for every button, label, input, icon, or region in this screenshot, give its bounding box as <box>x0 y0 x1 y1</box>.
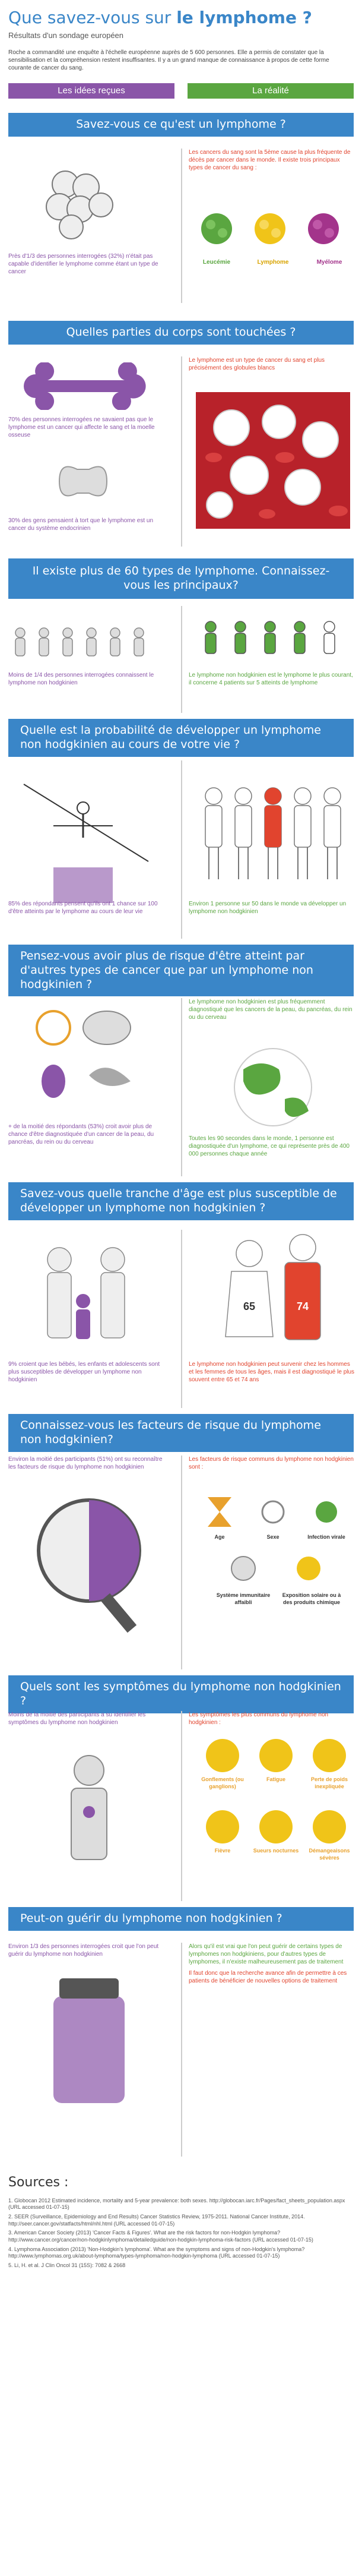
virus-icon <box>316 1501 337 1523</box>
type-lymphome: Lymphome <box>257 259 289 266</box>
title-pre: Que savez-vous sur <box>8 8 177 27</box>
symptom-itching: Démangeaisons sévères <box>309 1848 350 1861</box>
divider <box>181 1456 182 1669</box>
factor-age: Age <box>214 1534 225 1540</box>
q2-left-text-2: 30% des gens pensaient à tort que le lymphome est un cancer du système endocrinien <box>8 517 154 532</box>
type-myelome: Myélome <box>316 259 342 266</box>
blood-cells-illustration <box>196 392 350 529</box>
divider <box>181 998 182 1176</box>
q6-title-bar: Savez-vous quelle tranche d'âge est plus susceptible de développer un lymphome non hodgkinien ? <box>8 1182 354 1220</box>
people-group-green <box>196 618 350 659</box>
symptom-fever: Fièvre <box>214 1848 231 1854</box>
type-leucemie: Leucémie <box>202 259 231 266</box>
organs-illustration <box>24 1004 142 1105</box>
bone-icon <box>18 362 154 410</box>
source-4: 4. Lymphoma Association (2013) 'Non-Hodgkin's lymphoma'. What are the symptoms and signs of non-Hodgkin's lymphoma? http://www.lymphomas.org.uk/about-lymphoma/types-lymphoma/non-hodgkin-lymphoma (URL accessed 01-07-15) <box>8 2246 305 2259</box>
globe-icon <box>214 1046 332 1129</box>
q3-title-bar: Il existe plus de 60 types de lymphome. Connaissez-vous les principaux? <box>8 558 354 599</box>
factor-sexe: Sexe <box>266 1534 280 1540</box>
q7-left-text: Environ la moitié des participants (51%) ont su reconnaître les facteurs de risque du lymphome non hodgkinien <box>8 1456 163 1470</box>
q8-title-bar: Quels sont les symptômes du lymphome non hodgkinien ? <box>8 1675 354 1713</box>
q9-section <box>0 1937 362 2163</box>
factor-infection: Infection virale <box>307 1534 345 1540</box>
divider <box>181 1230 182 1408</box>
title-strong: le lymphome ? <box>176 8 312 27</box>
tightrope-walker-illustration <box>18 772 154 909</box>
symptom-night-sweats: Sueurs nocturnes <box>253 1848 299 1854</box>
magnifier-pie-illustration <box>24 1485 154 1640</box>
q4-right-text: Environ 1 personne sur 50 dans le monde va développer un lymphome non hodgkinien <box>189 901 347 915</box>
hourglass-icon <box>208 1497 231 1527</box>
people-group-grey <box>8 624 163 659</box>
q5-left-text: + de la moitié des répondants (53%) croit avoir plus de chance d'être diagnostiquée d'un cancer de la peau, du pancréas, du rein ou du cerveau <box>8 1123 154 1145</box>
q6-section <box>0 1224 362 1414</box>
q2-right-text: Le lymphome est un type de cancer du sang et plus précisément des globules blancs <box>189 357 325 371</box>
age-65: 65 <box>243 1300 256 1312</box>
divider <box>181 760 182 939</box>
gender-icon <box>262 1501 284 1523</box>
q5-title-bar: Pensez-vous avoir plus de risque d'être atteint par d'autres types de cancer que par un lymphome non hodgkinien ? <box>8 945 354 996</box>
cell-icon <box>231 1557 255 1580</box>
q4-left-text: 85% des répondants pensent qu'ils ont 1 chance sur 100 d'être atteints par le lymphome au cours de leur vie <box>8 901 158 915</box>
anatomy-figure-illustration <box>24 1747 154 1883</box>
q7-section <box>0 1450 362 1675</box>
factor-immune: Système immunitaire affaibli <box>216 1592 271 1605</box>
q9-left-text: Environ 1/3 des personnes interrogées croit que l'on peut guérir du lymphome non hodgkinien <box>8 1943 159 1958</box>
q9-right-text-2: Il faut donc que la recherche avance afin de permettre à ces patients de bénéficier de nouvelles options de traitement <box>189 1970 347 1984</box>
q8-right-text: Les symptômes les plus communs du lymphome non hodgkinien : <box>189 1712 329 1726</box>
q2-section <box>0 351 362 558</box>
cell-cluster-illustration <box>36 160 119 244</box>
pill-bottle-illustration <box>24 1972 154 2127</box>
q3-section <box>0 600 362 719</box>
q2-title-bar: Quelles parties du corps sont touchées ? <box>8 321 354 345</box>
q5-section <box>0 992 362 1182</box>
q3-right-text: Le lymphome non hodgkinien est le lymphome le plus courant, il concerne 4 patients sur 5 atteints de lymphome <box>189 672 353 686</box>
q4-title-bar: Quelle est la probabilité de développer un lymphome non hodgkinien au cours de votre vie ? <box>8 719 354 757</box>
q6-right-text: Le lymphome non hodgkinien peut survenir chez les hommes et les femmes de tous les âges, mais il est diagnostiqué le plus souvent entre 65 et 74 ans <box>189 1361 355 1383</box>
q5-right-text-1: Le lymphome non hodgkinien est plus fréquemment diagnostiqué que les cancers de la peau, du pancréas, du rein ou du cerveau <box>189 999 353 1021</box>
q1-section <box>0 143 362 321</box>
divider <box>181 356 182 547</box>
divider <box>181 606 182 713</box>
page-title <box>8 7 312 29</box>
q9-title-bar: Peut-on guérir du lymphome non hodgkinien ? <box>8 1907 354 1931</box>
tab-realite: La réalité <box>188 83 354 99</box>
lymphome-icon <box>255 213 285 244</box>
q8-section <box>0 1705 362 1907</box>
q1-left-text: Près d'1/3 des personnes interrogées (32%) n'était pas capable d'identifier le lymphome comme étant un type de cancer <box>8 253 158 275</box>
q1-title-bar: Savez-vous ce qu'est un lymphome ? <box>8 113 354 137</box>
q6-left-text: 9% croient que les bébés, les enfants et adolescents sont plus susceptibles de développer un lymphome non hodgkinien <box>8 1361 160 1383</box>
sun-icon <box>297 1557 320 1580</box>
divider <box>181 1943 182 2157</box>
source-2: 2. SEER (Surveillance, Epidemiology and End Results) Cancer Statistics Review, 1975-2011. National Cancer Institute, 2014. http://seer.cancer.gov/statfacts/html/nhl.html (URL accessed 01-07-15) <box>8 2213 305 2227</box>
family-illustration <box>24 1236 148 1349</box>
q3-left-text: Moins de 1/4 des personnes interrogées connaissent le lymphome non hodgkinien <box>8 672 154 686</box>
elderly-couple-illustration <box>208 1230 338 1349</box>
divider <box>181 149 182 303</box>
leucemie-icon <box>201 213 232 244</box>
sources-title: Sources : <box>8 2175 69 2190</box>
divider <box>181 1711 182 1901</box>
q4-section <box>0 755 362 945</box>
subtitle: Résultats d'un sondage européen <box>8 31 124 40</box>
crowd-illustration <box>196 778 350 891</box>
source-5: 5. Li, H. et al. J Clin Oncol 31 (15S): 7082 & 2668 <box>8 2262 126 2269</box>
source-3: 3. American Cancer Society (2013) 'Cancer Facts & Figures'. What are the risk factors for non-Hodgkin lymphoma? http://www.cancer.org/cancer/non-hodgkinlymphoma/detailedguide/non-hodgkin-lymphoma-risk-factors (URL accessed 01-07-15) <box>8 2230 313 2243</box>
q5-right-text-2: Toutes les 90 secondes dans le monde, 1 personne est diagnostiquée d'un lymphome, ce qui représente près de 400 000 personnes chaque année <box>189 1135 350 1157</box>
symptom-swelling: Gonflements (ou ganglions) <box>201 1776 244 1789</box>
myelome-icon <box>308 213 339 244</box>
symptom-weight-loss: Perte de poids inexpliquée <box>310 1776 348 1789</box>
source-1: 1. Globocan 2012 Estimated incidence, mortality and 5-year prevalence: both sexes. http://globocan.iarc.fr/Pages/fact_sheets_population.aspx (URL accessed 01-07-15) <box>8 2197 345 2211</box>
q1-right-text: Les cancers du sang sont la 5ème cause la plus fréquente de décès par cancer dans le monde. Il existe trois principaux types de cancer du sang : <box>189 149 351 171</box>
q2-left-text-1: 70% des personnes interrogées ne savaient pas que le lymphome est un cancer qui affecte le sang et la moelle osseuse <box>8 416 155 438</box>
intro-text: Roche a commandité une enquête à l'échelle européenne auprès de 5 600 personnes. Elle a permis de constater que la sensibilisation et la compréhension restent insuffisantes. Il y a un grand manque de connaissance à propos de cette forme courante de cancer du sang. <box>8 49 329 71</box>
factor-exposure: Exposition solaire ou à des produits chimique <box>282 1592 341 1605</box>
age-74: 74 <box>296 1300 309 1312</box>
thyroid-icon <box>47 454 119 508</box>
symptom-fatigue: Fatigue <box>266 1776 285 1782</box>
q9-right-text-1: Alors qu'il est vrai que l'on peut guérir de certains types de lymphomes non hodgkiniens, pour d'autres types de lymphomes, il n'existe malheureusement pas de traitement <box>189 1943 344 1965</box>
sources-section <box>0 2163 362 2576</box>
blood-cancer-types-illustration <box>196 208 350 255</box>
q7-right-text: Les facteurs de risque communs du lymphome non hodgkinien sont : <box>189 1456 354 1470</box>
q7-title-bar: Connaissez-vous les facteurs de risque du lymphome non hodgkinien? <box>8 1414 354 1452</box>
q8-left-text: Moins de la moitié des participants a su identifier les symptômes du lymphome non hodgkinien <box>8 1712 146 1726</box>
tab-idees-recues: Les idées reçues <box>8 83 174 99</box>
